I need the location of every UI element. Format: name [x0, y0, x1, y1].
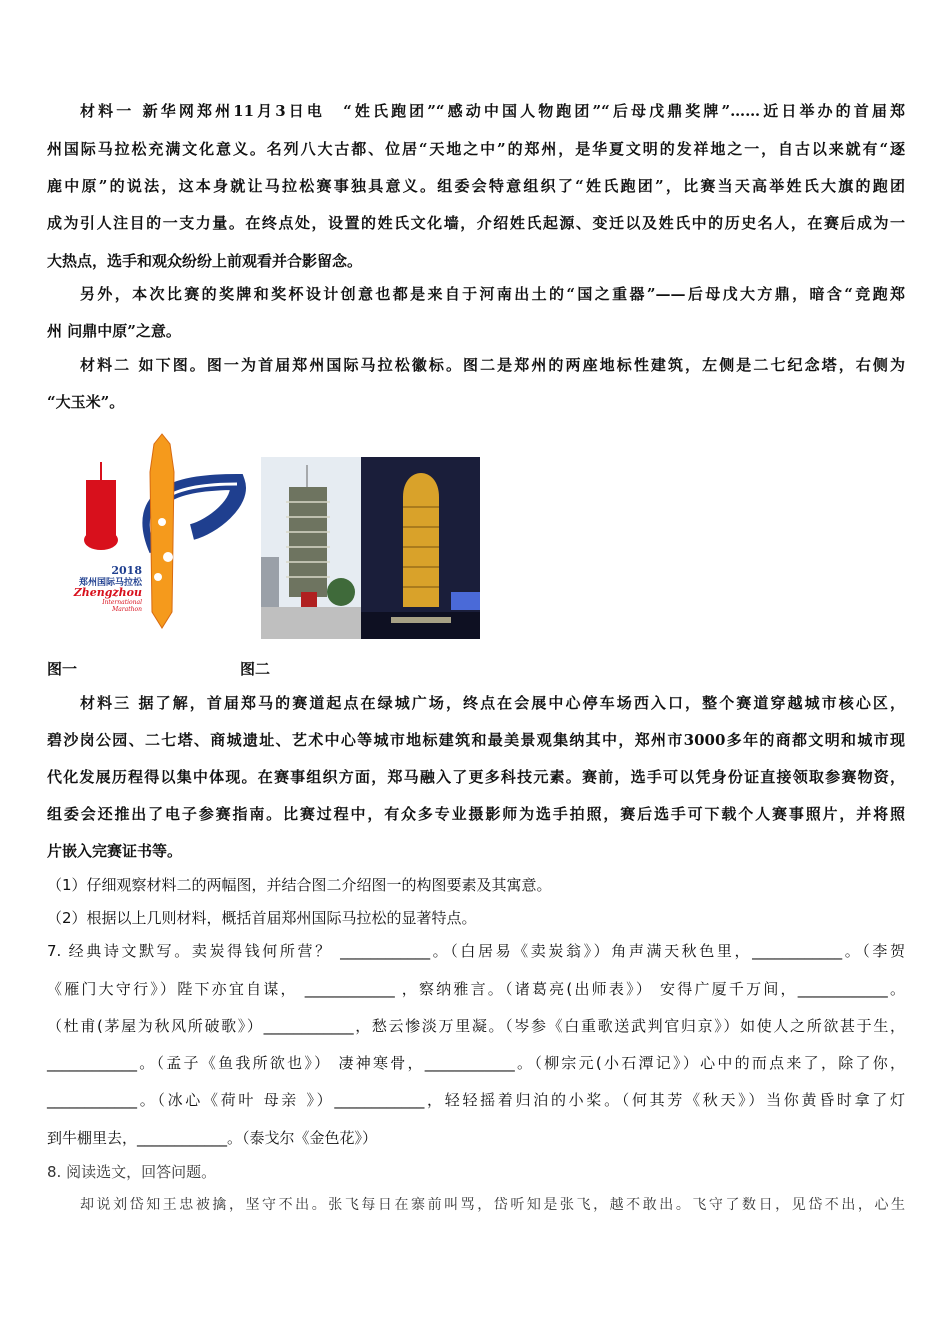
subquestion-2: （2）根据以上几则材料，概括首届郑州国际马拉松的显著特点。: [47, 909, 477, 927]
text-line: 大热点，选手和观众纷纷上前观看并合影留念。: [47, 252, 363, 270]
text-line: ____________。（孟子《鱼我所欲也》） 凄神寒骨，____________。（柳宗元(小石潭记》）心中的而点来了，除了你，: [47, 1054, 905, 1072]
text-line: 另外，本次比赛的奖牌和奖杯设计创意也都是来自于河南出土的“国之重器”——后母戊大方鼎，暗含“竞跑郑: [80, 285, 905, 303]
logo-en-name: Zhengzhou: [73, 586, 142, 599]
subquestion-1: （1）仔细观察材料二的两幅图，并结合图二介绍图一的构图要素及其寓意。: [47, 876, 552, 894]
logo-cn-name: 郑州国际马拉松: [78, 578, 142, 588]
text-line: 州 问鼎中原”之意。: [47, 322, 181, 340]
erqi-tower-photo: [261, 457, 361, 639]
logo-year: 2018: [111, 564, 142, 577]
text-line: 碧沙岗公园、二七塔、商城遗址、艺术中心等城市地标建筑和最美景观集纳其中，郑州市3000多年的商都文明和城市现: [47, 731, 905, 749]
text-line: 到牛棚里去，____________。（泰戈尔《金色花》）: [47, 1129, 378, 1147]
text-line: 鹿中原”的说法，这本身就让马拉松赛事独具意义。组委会特意组织了“姓氏跑团”，比赛当天高举姓氏大旗的跑团: [47, 177, 905, 195]
logo-en-line3: Marathon: [112, 606, 142, 613]
text-line: （杜甫(茅屋为秋风所破歌》）____________，愁云惨淡万里凝。（岑参《白重歌送武判官归京》）如使人之所欲甚于生，: [47, 1017, 905, 1035]
figure-1-caption: 图一: [47, 660, 78, 678]
text-line: 组委会还推出了电子参赛指南。比赛过程中，有众多专业摄影师为选手拍照，赛后选手可下载个人赛事照片，并将照: [47, 805, 905, 823]
text-line: 材料三 据了解，首届郑马的赛道起点在绿城广场，终点在会展中心停车场西入口，整个赛道穿越城市核心区，: [80, 694, 905, 712]
marathon-logo-image: [62, 432, 247, 632]
text-line: 材料一 新华网郑州11月3日电 “姓氏跑团”“感动中国人物跑团”“后母戊鼎奖牌”……近日举办的首届郑: [80, 102, 905, 120]
big-corn-building-photo: [361, 457, 480, 639]
question-8-title: 8. 阅读选文，回答问题。: [47, 1163, 217, 1181]
text-line: ____________。（冰心《荷叶 母亲 》）____________，轻轻摇着归泊的小桨。（何其芳《秋天》）当你黄昏时拿了灯: [47, 1091, 905, 1109]
text-line: “大玉米”。: [47, 393, 125, 411]
question-8-passage: 却说刘岱知王忠被擒，坚守不出。张飞每日在寨前叫骂，岱听知是张飞，越不敢出。飞守了数日，见岱不出，心生: [80, 1197, 905, 1213]
text-line: 7. 经典诗文默写。卖炭得钱何所营？ ____________。（白居易《卖炭翁》）角声满天秋色里，____________。（李贺: [47, 942, 905, 960]
logo-en-line2: International: [102, 599, 142, 606]
text-line: 《雁门大守行》）陛下亦宜自谋， ____________ ，察纳雅言。（诸葛亮(出师表》） 安得广厦千万间，____________。: [47, 980, 905, 998]
figure-2-caption: 图二: [240, 660, 271, 678]
text-line: 成为引人注目的一支力量。在终点处，设置的姓氏文化墙，介绍姓氏起源、变迁以及姓氏中的历史名人，在赛后成为一: [47, 214, 905, 232]
text-line: 片嵌入完赛证书等。: [47, 842, 183, 860]
text-line: 代化发展历程得以集中体现。在赛事组织方面，郑马融入了更多科技元素。赛前，选手可以凭身份证直接领取参赛物资，: [47, 768, 905, 786]
text-line: 材料二 如下图。图一为首届郑州国际马拉松徽标。图二是郑州的两座地标性建筑，左侧是二七纪念塔，右侧为: [80, 356, 905, 374]
text-line: 州国际马拉松充满文化意义。名列八大古都、位居“天地之中”的郑州，是华夏文明的发祥地之一，自古以来就有“逐: [47, 140, 905, 158]
